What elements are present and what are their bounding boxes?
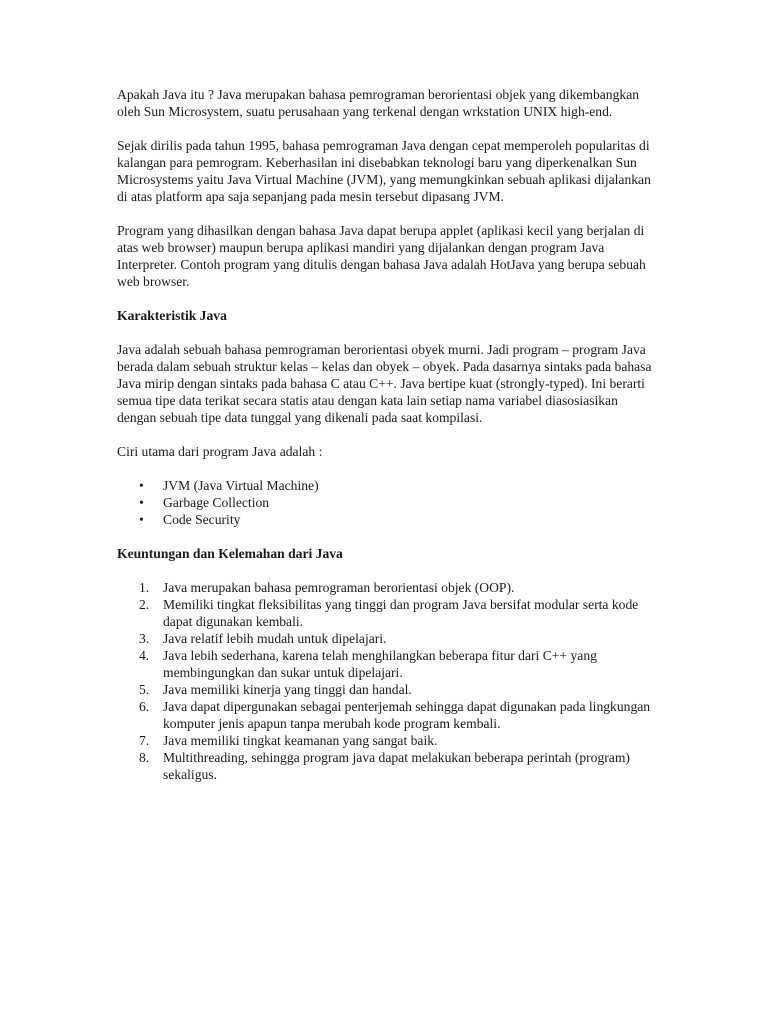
bullet-icon: • bbox=[139, 478, 144, 493]
karakteristik-paragraph: Java adalah sebuah bahasa pemrograman berorientasi obyek murni. Jadi program – program Java berada dalam sebuah struktur kelas – kelas dan obyek – obyek. Pada dasarnya sintaks pada bahasa Java mirip dengan sintaks pada bahasa C atau C++. Java bertipe kuat (strongly-typed). Ini berarti semua tipe data terikat secara statis atau dengan kata lain setiap nama variabel diasosiasikan dengan sebuah tipe data tunggal yang dikenali pada saat kompilasi. bbox=[117, 342, 652, 425]
list-item bbox=[117, 698, 657, 732]
list-item-text: Java lebih sederhana, karena telah menghilangkan beberapa fitur dari C++ yang membingungkan dan sukar untuk dipelajari. bbox=[163, 648, 597, 680]
list-item bbox=[117, 630, 657, 647]
list-item-text: Garbage Collection bbox=[163, 495, 270, 510]
list-item-text: JVM (Java Virtual Machine) bbox=[163, 478, 319, 493]
list-item bbox=[117, 647, 657, 681]
list-number: 8. bbox=[139, 750, 150, 765]
list-item-text: Code Security bbox=[163, 512, 241, 527]
list-number: 2. bbox=[139, 597, 150, 612]
bullet-icon: • bbox=[139, 495, 144, 510]
intro-paragraph-1: Apakah Java itu ? Java merupakan bahasa pemrograman berorientasi objek yang dikembangkan oleh Sun Microsystem, suatu perusahaan yang terkenal dengan wrkstation UNIX high-end. bbox=[117, 87, 640, 119]
list-item-text: Java relatif lebih mudah untuk dipelajari. bbox=[163, 631, 387, 646]
list-item bbox=[117, 681, 657, 698]
list-item bbox=[117, 511, 657, 528]
list-item bbox=[117, 596, 657, 630]
list-item bbox=[117, 579, 657, 596]
list-item-text: Java merupakan bahasa pemrograman berorientasi objek (OOP). bbox=[163, 580, 515, 595]
list-number: 5. bbox=[139, 682, 150, 697]
list-item-text: Memiliki tingkat fleksibilitas yang tinggi dan program Java bersifat modular serta kode dapat digunakan kembali. bbox=[163, 597, 639, 629]
ciri-paragraph: Ciri utama dari program Java adalah : bbox=[117, 444, 323, 459]
heading-karakteristik: Karakteristik Java bbox=[117, 308, 227, 323]
list-item-text: Java memiliki kinerja yang tinggi dan handal. bbox=[163, 682, 412, 697]
document-page bbox=[117, 86, 657, 800]
list-number: 7. bbox=[139, 733, 150, 748]
list-number: 6. bbox=[139, 699, 150, 714]
list-item-text: Java memiliki tingkat keamanan yang sangat baik. bbox=[163, 733, 438, 748]
list-item bbox=[117, 749, 657, 783]
intro-paragraph-2: Sejak dirilis pada tahun 1995, bahasa pemrograman Java dengan cepat memperoleh popularitas di kalangan para pemrogram. Keberhasilan ini disebabkan teknologi baru yang diperkenalkan Sun Microsystems yaitu Java Virtual Machine (JVM), yang memungkinkan sebuah aplikasi dijalankan di atas platform apa saja sepanjang pada mesin tersebut dipasang JVM. bbox=[117, 138, 651, 204]
heading-keuntungan: Keuntungan dan Kelemahan dari Java bbox=[117, 546, 343, 561]
list-number: 1. bbox=[139, 580, 150, 595]
keuntungan-numbered-list bbox=[117, 579, 657, 783]
list-number: 3. bbox=[139, 631, 150, 646]
list-item bbox=[117, 732, 657, 749]
list-item bbox=[117, 477, 657, 494]
list-number: 4. bbox=[139, 648, 150, 663]
intro-paragraph-3: Program yang dihasilkan dengan bahasa Java dapat berupa applet (aplikasi kecil yang berjalan di atas web browser) maupun berupa aplikasi mandiri yang dijalankan dengan program Java Interpreter. Contoh program yang ditulis dengan bahasa Java adalah HotJava yang berupa sebuah web browser. bbox=[117, 223, 646, 289]
list-item bbox=[117, 494, 657, 511]
list-item-text: Multithreading, sehingga program java dapat melakukan beberapa perintah (program) sekaligus. bbox=[163, 750, 630, 782]
list-item-text: Java dapat dipergunakan sebagai penterjemah sehingga dapat digunakan pada lingkungan komputer jenis apapun tanpa merubah kode program kembali. bbox=[163, 699, 651, 731]
ciri-bullet-list bbox=[117, 477, 657, 528]
bullet-icon: • bbox=[139, 512, 144, 527]
